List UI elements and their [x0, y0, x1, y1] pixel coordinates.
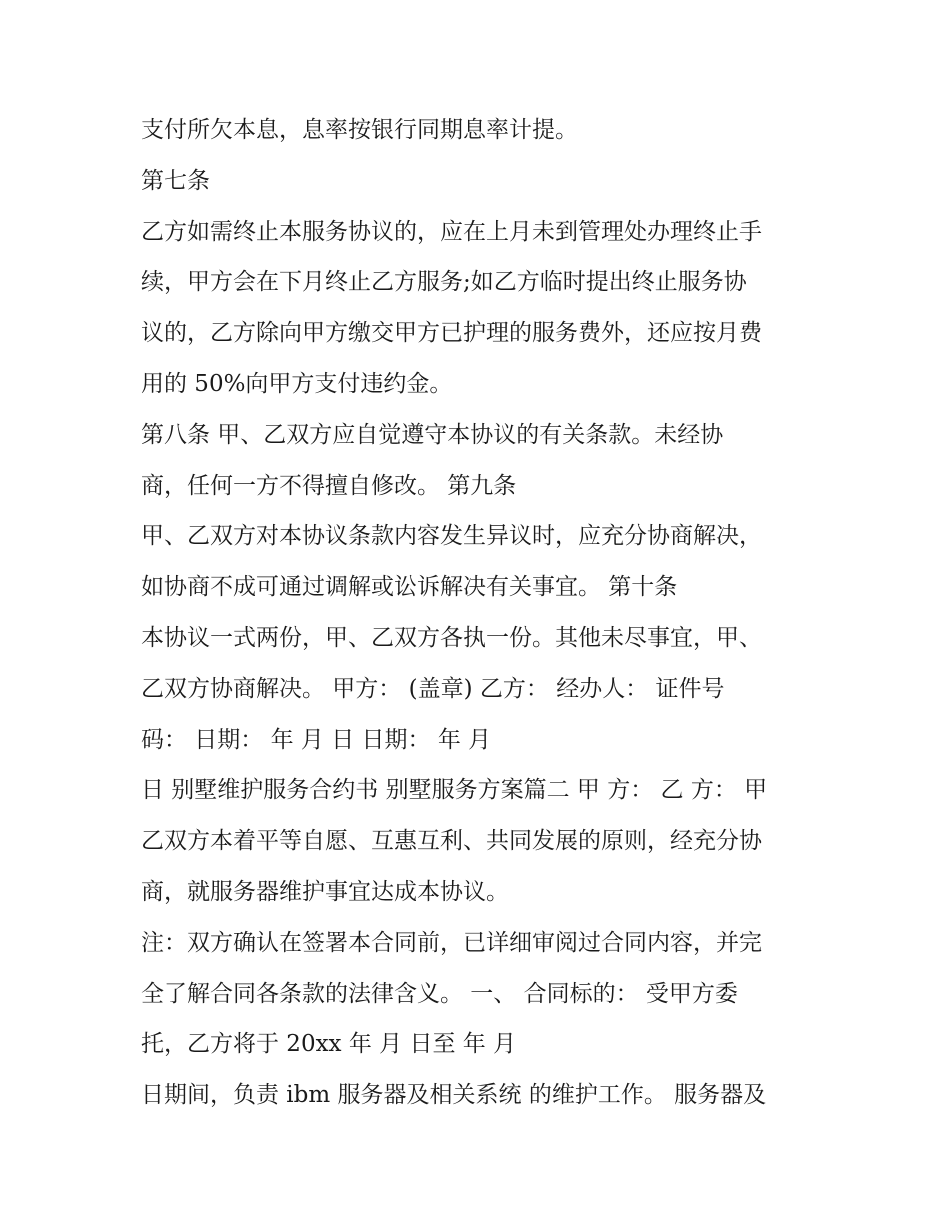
text-line: 乙双方本着平等自愿、互惠互利、共同发展的原则，经充分协 [141, 828, 762, 855]
text-line: 乙方如需终止本服务协议的，应在上月未到管理处办理终止手 [141, 218, 762, 245]
document-body [141, 108, 831, 1124]
text-line: 续，甲方会在下月终止乙方服务;如乙方临时提出终止服务协 [141, 269, 747, 296]
text-line: 议的，乙方除向甲方缴交甲方已护理的服务费外，还应按月费 [141, 320, 762, 347]
text-line: 日期间，负责 ibm 服务器及相关系统 的维护工作。 服务器及 [141, 1082, 767, 1109]
text-line: 日 别墅维护服务合约书 别墅服务方案篇二 甲 方： 乙 方： 甲 [141, 777, 768, 804]
text-line: 用的 50%向甲方支付违约金。 [141, 370, 453, 397]
text-line: 乙双方协商解决。 甲方： (盖章) 乙方： 经办人： 证件号 [141, 675, 725, 702]
text-line: 注：双方确认在签署本合同前，已详细审阅过合同内容，并完 [141, 929, 762, 956]
text-line: 本协议一式两份，甲、乙双方各执一份。其他未尽事宜，甲、 [141, 624, 762, 651]
text-line: 全了解合同各条款的法律含义。 一、 合同标的： 受甲方委 [141, 980, 738, 1007]
text-line: 如协商不成可通过调解或讼诉解决有关事宜。 第十条 [141, 574, 678, 601]
text-line: 支付所欠本息，息率按银行同期息率计提。 [141, 117, 578, 143]
text-line: 商，就服务器维护事宜达成本协议。 [141, 878, 509, 905]
text-line: 商，任何一方不得擅自修改。 第九条 [141, 472, 517, 499]
text-line: 第八条 甲、乙双方应自觉遵守本协议的有关条款。未经协 [141, 421, 724, 448]
text-line: 托，乙方将于 20xx 年 月 日至 年 月 [141, 1031, 517, 1058]
text-line: 甲、乙双方对本协议条款内容发生异议时，应充分协商解决， [141, 523, 762, 550]
text-line: 码： 日期： 年 月 日 日期： 年 月 [141, 726, 492, 753]
text-line: 第七条 [141, 167, 210, 194]
